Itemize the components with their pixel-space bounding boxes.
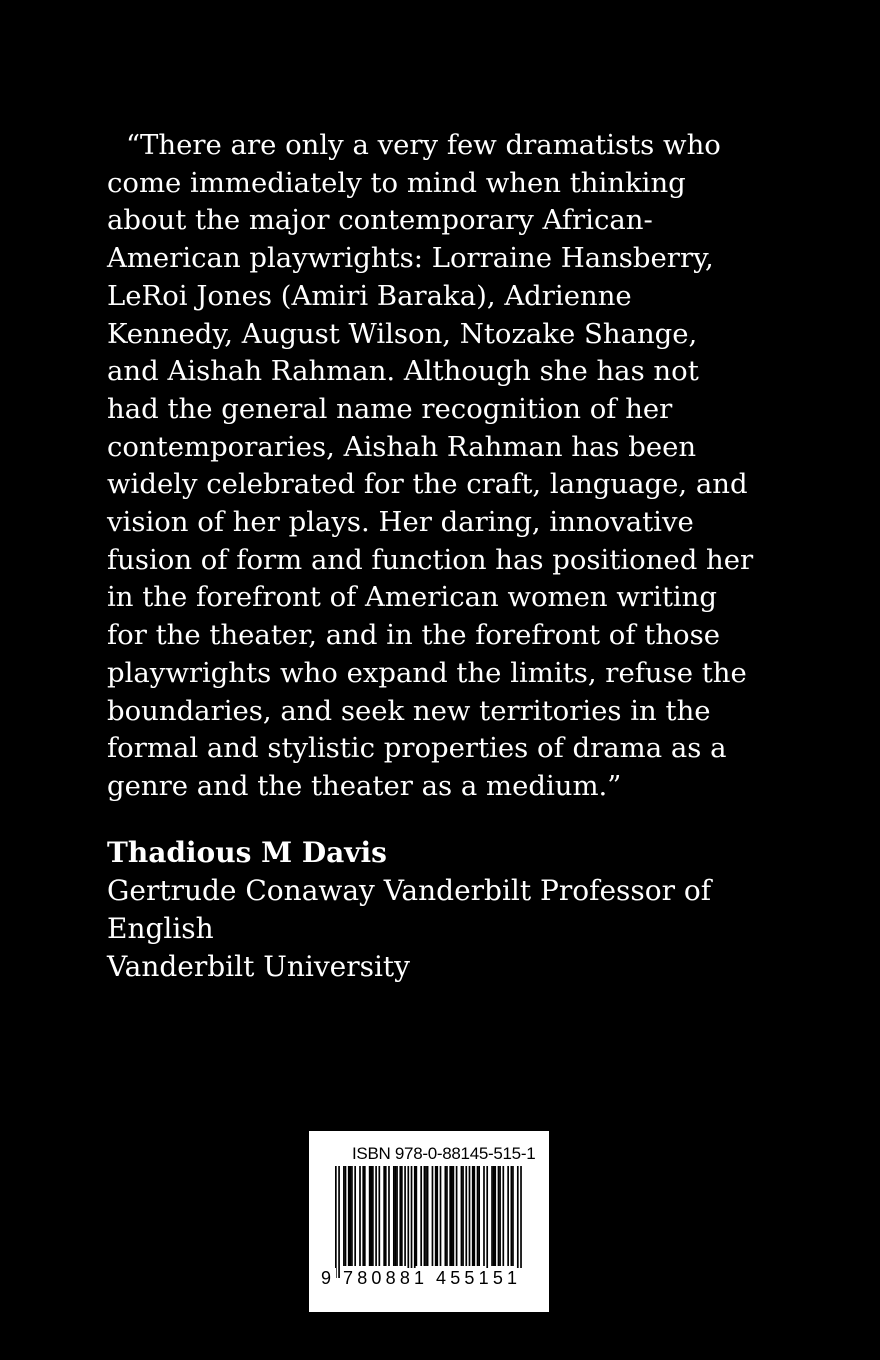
barcode-bar xyxy=(436,1166,438,1266)
quote-line: “There are only a very few dramatists who xyxy=(126,129,721,161)
barcode-bar xyxy=(354,1166,356,1266)
barcode-bar xyxy=(435,1166,437,1266)
barcode-bar xyxy=(483,1166,485,1266)
barcode-bar xyxy=(407,1166,409,1278)
barcode-bar xyxy=(416,1166,418,1266)
barcode-bar xyxy=(385,1166,387,1266)
barcode-bar xyxy=(396,1166,398,1266)
barcode-bar xyxy=(512,1166,514,1266)
barcode-bar xyxy=(427,1166,429,1266)
barcode-bar xyxy=(472,1166,474,1266)
barcode-digit-group: 9 xyxy=(321,1268,336,1288)
barcode-bar xyxy=(462,1166,464,1266)
barcode-bar xyxy=(370,1166,372,1266)
barcode-bars xyxy=(335,1166,525,1278)
barcode-bar xyxy=(362,1166,364,1266)
quote-line: about the major contemporary African- xyxy=(107,204,653,237)
quote-line: widely celebrated for the craft, language, and xyxy=(107,468,748,501)
barcode-bar xyxy=(494,1166,496,1266)
barcode-bar xyxy=(345,1166,347,1266)
barcode-bar xyxy=(440,1166,442,1266)
barcode-bar xyxy=(507,1166,509,1266)
barcode-digit-group: 455151 xyxy=(436,1268,522,1288)
barcode-bar xyxy=(453,1166,455,1266)
barcode-bar xyxy=(395,1166,397,1266)
quote-line: boundaries, and seek new territories in the xyxy=(107,694,711,727)
barcode-digit-group: 780881 xyxy=(343,1268,429,1288)
attribution-title-line-1: Gertrude Conaway Vanderbilt Professor of xyxy=(107,874,712,907)
barcode-bar xyxy=(375,1166,377,1266)
barcode-bar xyxy=(343,1166,345,1266)
barcode-bar xyxy=(477,1166,479,1266)
barcode-bar xyxy=(465,1166,467,1266)
barcode-bar xyxy=(404,1166,406,1266)
barcode-bar xyxy=(451,1166,453,1266)
barcode-bar xyxy=(411,1166,413,1278)
barcode-bar xyxy=(414,1166,416,1278)
barcode-bar xyxy=(351,1166,353,1266)
barcode-bar xyxy=(348,1166,350,1266)
barcode-bar xyxy=(378,1166,380,1266)
barcode-bar xyxy=(383,1166,385,1266)
quote-line: come immediately to mind when thinking xyxy=(107,166,686,199)
barcode-bar xyxy=(359,1166,361,1266)
attribution-institution: Vanderbilt University xyxy=(107,950,410,983)
barcode-bar xyxy=(432,1166,434,1266)
barcode-bar xyxy=(461,1166,463,1266)
quote-line: contemporaries, Aishah Rahman has been xyxy=(107,430,697,463)
barcode-bar xyxy=(473,1166,475,1266)
barcode-bar xyxy=(425,1166,427,1266)
barcode-bar xyxy=(449,1166,451,1266)
barcode-bar xyxy=(491,1166,493,1266)
quote-line: genre and the theater as a medium.” xyxy=(107,769,622,802)
barcode-bar xyxy=(469,1166,471,1266)
barcode-bar xyxy=(424,1166,426,1266)
quote-line: Kennedy, August Wilson, Ntozake Shange, xyxy=(107,317,698,350)
attribution-title-line-2: English xyxy=(107,912,214,945)
barcode-bar xyxy=(388,1166,390,1266)
barcode-bar xyxy=(335,1166,337,1278)
barcode-bar xyxy=(520,1166,522,1278)
barcode-bar xyxy=(444,1166,446,1266)
quote-line: had the general name recognition of her xyxy=(107,392,673,425)
quote-line: playwrights who expand the limits, refuse the xyxy=(107,656,747,689)
barcode-bar xyxy=(349,1166,351,1266)
barcode-bar xyxy=(401,1166,403,1266)
attribution-name: Thadious M Davis xyxy=(107,836,387,869)
quote-line: for the theater, and in the forefront of those xyxy=(107,619,720,652)
quote-line: American playwrights: Lorraine Hansberry, xyxy=(107,242,714,275)
barcode-bar xyxy=(502,1166,504,1266)
barcode-bar xyxy=(498,1166,500,1266)
barcode-bar xyxy=(517,1166,519,1278)
quote-line: in the forefront of American women writing xyxy=(107,581,717,614)
barcode-bar xyxy=(486,1166,488,1278)
quote-line: formal and stylistic properties of drama as a xyxy=(107,732,727,765)
barcode-bar xyxy=(372,1166,374,1266)
barcode-bar xyxy=(364,1166,366,1266)
quote-line: and Aishah Rahman. Although she has not xyxy=(107,355,699,388)
barcode-bar xyxy=(369,1166,371,1266)
barcode-bar xyxy=(493,1166,495,1266)
barcode-bar xyxy=(399,1166,401,1266)
isbn-label: ISBN 978-0-88145-515-1 xyxy=(352,1144,536,1163)
barcode-bar xyxy=(393,1166,395,1266)
barcode-bar xyxy=(511,1166,513,1266)
quote-line: fusion of form and function has positioned her xyxy=(107,543,754,576)
barcode-bar xyxy=(420,1166,422,1266)
barcode-bar xyxy=(338,1166,340,1278)
barcode-bar xyxy=(499,1166,501,1266)
quote-line: vision of her plays. Her daring, innovative xyxy=(107,506,694,538)
barcode-bar xyxy=(446,1166,448,1266)
quote-line: LeRoi Jones (Amiri Baraka), Adrienne xyxy=(107,279,632,312)
barcode-bar xyxy=(478,1166,480,1266)
barcode-bar xyxy=(456,1166,458,1266)
